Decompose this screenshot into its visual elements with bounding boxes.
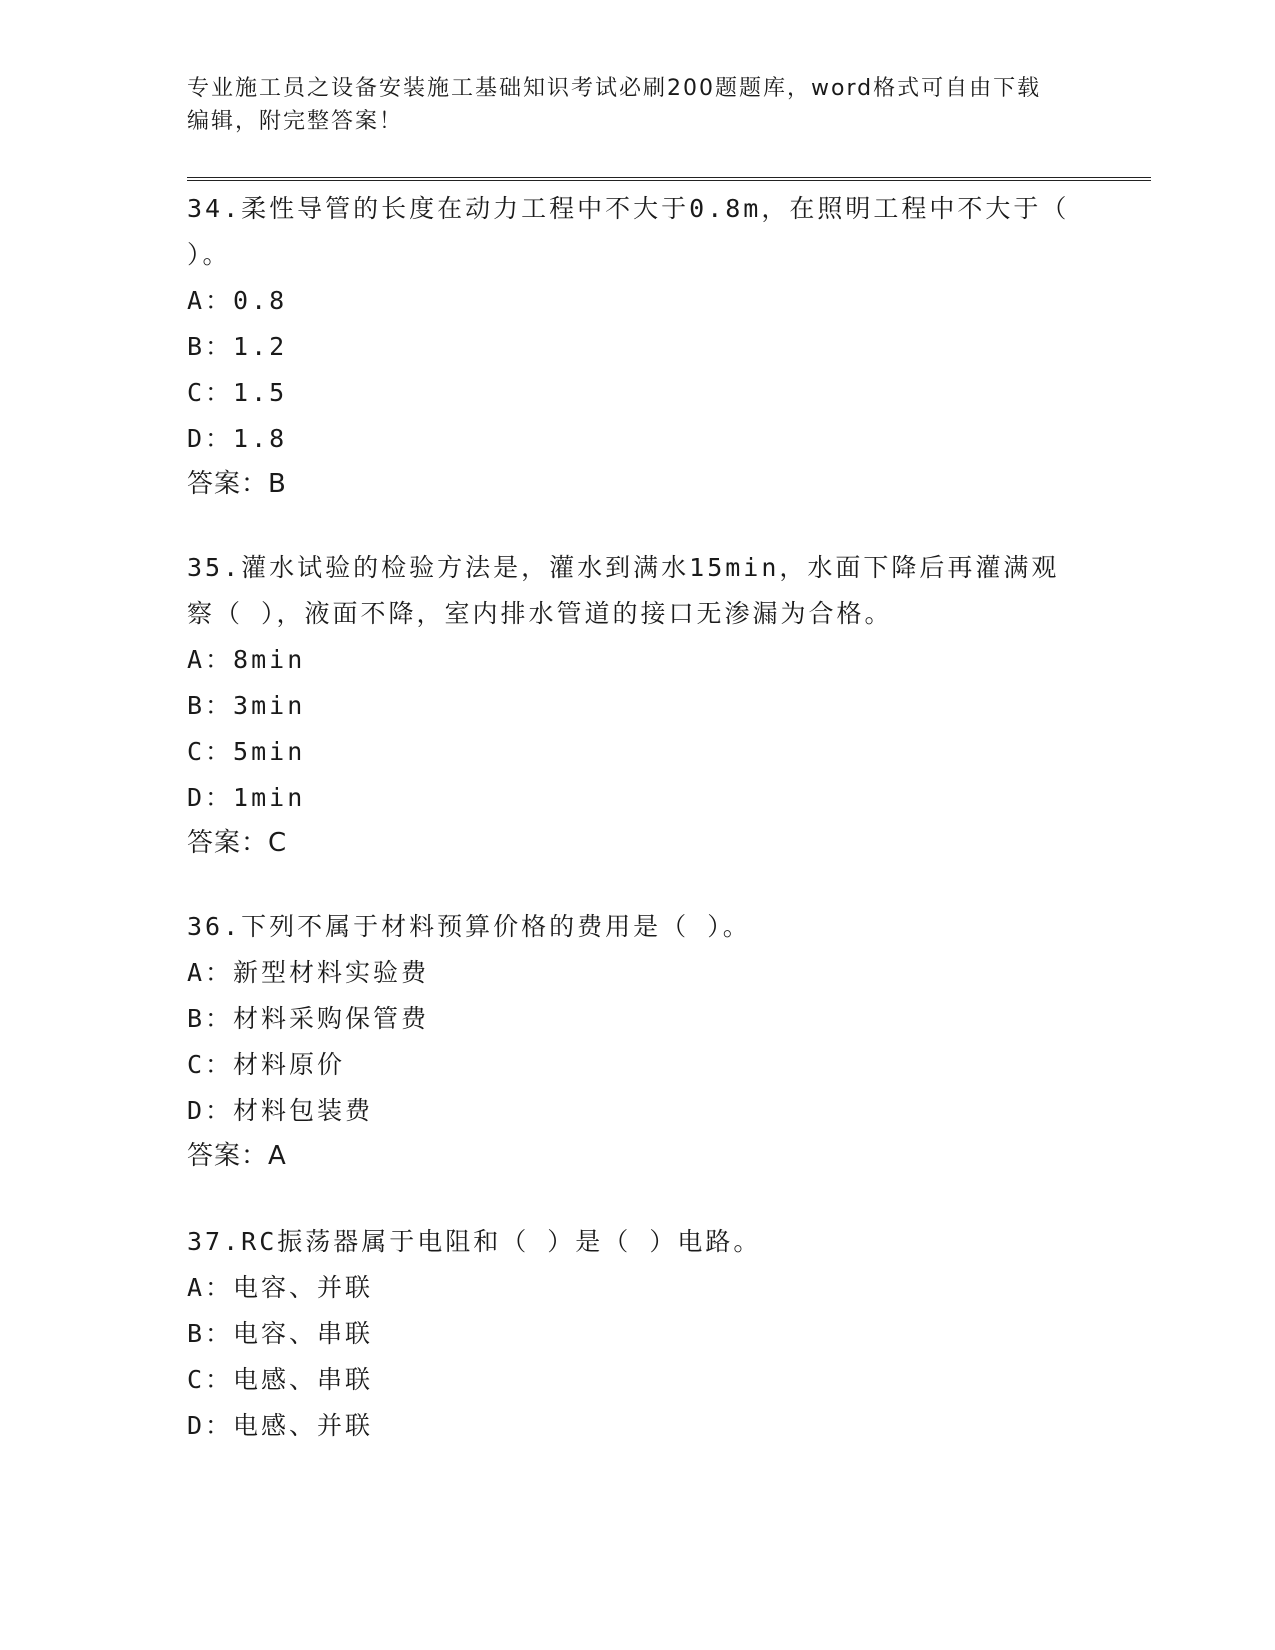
- question-34: [187, 186, 1087, 506]
- header-line-1: 专业施工员之设备安装施工基础知识考试必刷200题题库，word格式可自由下载: [187, 76, 1042, 101]
- question-36: [187, 904, 1087, 1178]
- header-line-2: 编辑，附完整答案！: [187, 109, 404, 134]
- answer: 答案：C: [187, 828, 288, 858]
- answer: 答案：B: [187, 469, 287, 499]
- option-b: B：3min: [187, 691, 306, 720]
- question-37: [187, 1219, 1087, 1449]
- option-c: C：1.5: [187, 378, 288, 407]
- header-divider: [187, 177, 1151, 181]
- option-a: A：0.8: [187, 286, 288, 315]
- question-stem-line-1: 34.柔性导管的长度在动力工程中不大于0.8m，在照明工程中不大于（: [187, 194, 1070, 223]
- option-a: A：8min: [187, 645, 306, 674]
- option-d: D：1.8: [187, 424, 288, 453]
- document-header: [187, 72, 1087, 138]
- question-stem-line-2: 察（ ），液面不降，室内排水管道的接口无渗漏为合格。: [187, 599, 893, 628]
- question-stem-line-2: ）。: [187, 240, 231, 269]
- option-c: C：材料原价: [187, 1050, 346, 1079]
- option-a: A：电容、并联: [187, 1273, 374, 1302]
- option-c: C：5min: [187, 737, 306, 766]
- question-stem-line-1: 36.下列不属于材料预算价格的费用是（ ）。: [187, 912, 751, 941]
- option-b: B：材料采购保管费: [187, 1004, 430, 1033]
- option-b: B：1.2: [187, 332, 288, 361]
- question-stem-line-1: 37.RC振荡器属于电阻和（ ）是（ ）电路。: [187, 1227, 762, 1256]
- answer: 答案：A: [187, 1141, 287, 1171]
- option-b: B：电容、串联: [187, 1319, 374, 1348]
- option-c: C：电感、串联: [187, 1365, 374, 1394]
- option-d: D：材料包装费: [187, 1096, 374, 1125]
- question-stem-line-1: 35.灌水试验的检验方法是，灌水到满水15min，水面下降后再灌满观: [187, 553, 1060, 582]
- option-d: D：1min: [187, 783, 306, 812]
- option-d: D：电感、并联: [187, 1411, 374, 1440]
- option-a: A：新型材料实验费: [187, 958, 430, 987]
- question-35: [187, 545, 1087, 865]
